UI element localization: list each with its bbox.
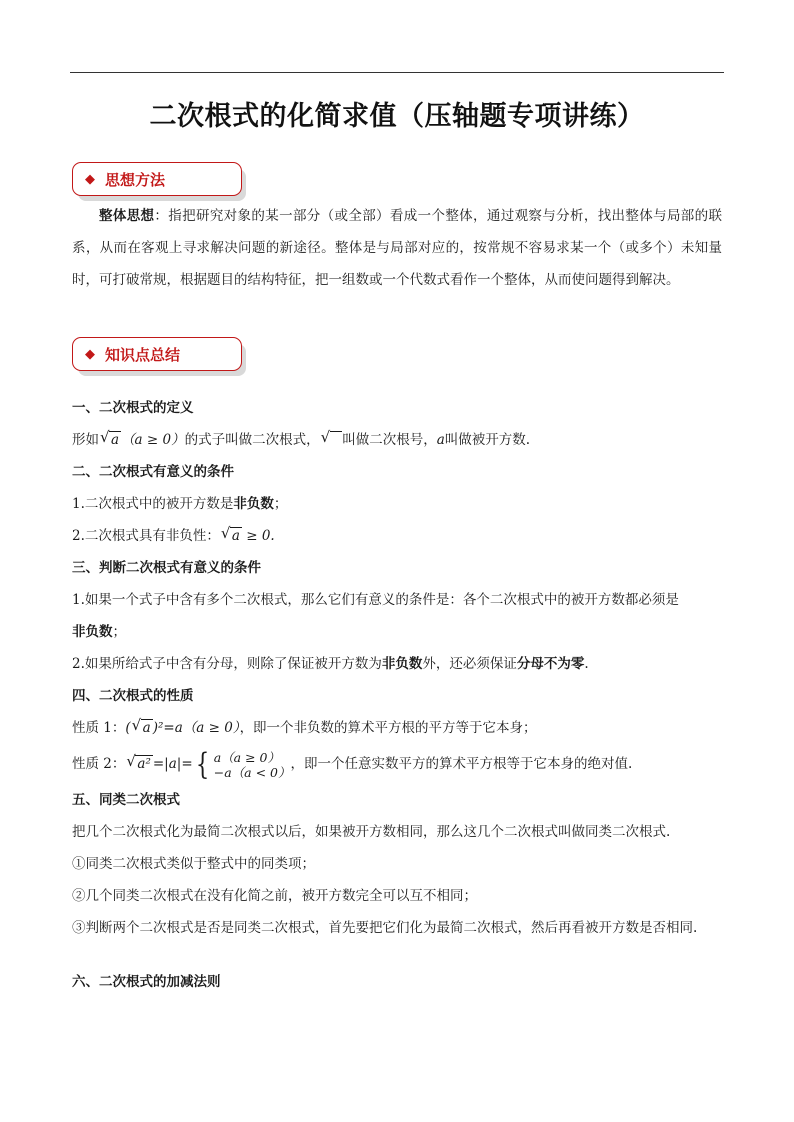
left-brace-icon: {	[195, 746, 209, 782]
page-title: 二次根式的化简求值（压轴题专项讲练）	[149, 101, 645, 132]
summary-tag-label: 知识点总结	[105, 345, 181, 364]
like-radicals-definition: 把几个二次根式化为最简二次根式以后，如果被开方数相同，那么这几个二次根式叫做同类二次根式.	[72, 824, 671, 840]
method-paragraph	[72, 200, 722, 296]
sqrt-a-symbol: √ a	[131, 716, 151, 736]
judge-line-1: 1.如果一个式子中含有多个二次根式，那么它们有意义的条件是：各个二次根式中的被开方数都必须是	[72, 592, 679, 608]
property-2: 性质 2： √ a² =|a|={ a（a ≥ 0） −a（a < 0），即一个任意实数平方的算术平方根等于它本身的绝对值.	[72, 744, 724, 784]
method-section-tag	[72, 162, 242, 196]
diamond-icon: ◆	[85, 171, 95, 187]
like-radicals-note-2: ②几个同类二次根式在没有化简之前，被开方数完全可以互不相同；	[72, 888, 477, 904]
heading-add-subtract: 六、二次根式的加减法则	[72, 974, 221, 990]
judge-line-1b: 非负数；	[72, 624, 126, 640]
top-rule	[70, 72, 724, 73]
summary-section-tag	[72, 337, 242, 371]
heading-properties: 四、二次根式的性质	[72, 688, 194, 704]
heading-definition: 一、二次根式的定义	[72, 400, 194, 416]
method-text: ：指把研究对象的某一部分（或全部）看成一个整体，通过观察与分析，找出整体与局部的联系，从而在客观上寻求解决问题的新途径。整体是与局部对应的，按常规不容易求某一个（或多个）未知量时，可打破常规，根据题目的结构特征，把一组数或一个代数式看作一个整体，从而使问题得到解决。	[72, 208, 723, 288]
condition-line-2: 2.二次根式具有非负性： √ a ≥ 0.	[72, 520, 724, 552]
judge-line-2: 2.如果所给式子中含有分母，则除了保证被开方数为非负数外，还必须保证分母不为零.	[72, 656, 589, 672]
like-radicals-note-3: ③判断两个二次根式是否是同类二次根式，首先要把它们化为最简二次根式，然后再看被开方数是否相同.	[72, 920, 698, 936]
knowledge-content	[72, 392, 724, 998]
sqrt-a-symbol: √ a	[100, 428, 120, 448]
sqrt-a-symbol: √ a	[220, 524, 240, 544]
method-tag-label: 思想方法	[105, 170, 166, 189]
method-bold-term: 整体思想	[99, 208, 155, 224]
sqrt-a-squared-symbol: √ a²	[126, 752, 151, 772]
heading-like-radicals: 五、同类二次根式	[72, 792, 180, 808]
diamond-icon: ◆	[85, 346, 95, 362]
condition-line-1: 1.二次根式中的被开方数是非负数；	[72, 496, 288, 512]
definition-line: 形如 √ a （a ≥ 0）的式子叫做二次根式， √ 叫做二次根号，a叫做被开方数.	[72, 424, 724, 456]
radical-sign-icon: √	[321, 424, 343, 456]
heading-judge-condition: 三、判断二次根式有意义的条件	[72, 560, 261, 576]
heading-meaning-condition: 二、二次根式有意义的条件	[72, 464, 234, 480]
piecewise-cases: a（a ≥ 0） −a（a < 0）	[213, 749, 291, 780]
property-1: 性质 1：( √ a )²=a（a ≥ 0），即一个非负数的算术平方根的平方等于它本身；	[72, 712, 724, 744]
like-radicals-note-1: ①同类二次根式类似于整式中的同类项；	[72, 856, 315, 872]
